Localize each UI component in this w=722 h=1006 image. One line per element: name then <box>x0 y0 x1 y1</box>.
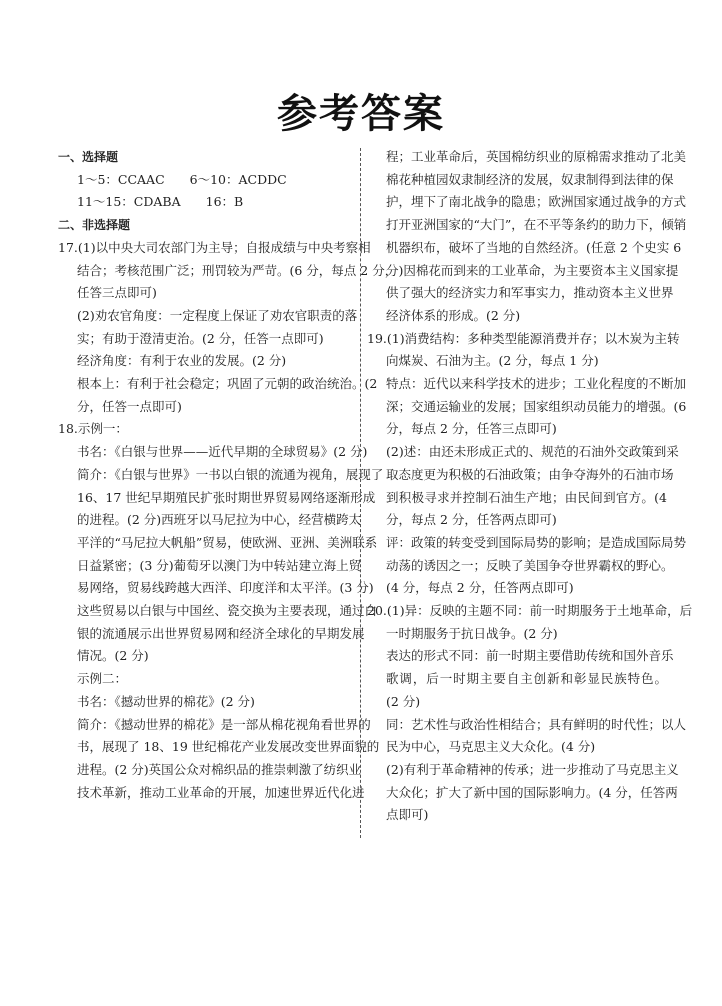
left-column <box>58 146 398 804</box>
text-line: 取态度更为积极的石油政策；由争夺海外的石油市场 <box>386 466 674 482</box>
text-line: (2)述：由还未形成正式的、规范的石油外交政策到采 <box>386 444 679 460</box>
text-line: 实；有助于澄清吏治。(2 分，任答一点即可) <box>77 330 324 346</box>
text-line: 示例二： <box>77 671 128 687</box>
text-line: 同：艺术性与政治性相结合；具有鲜明的时代性；以人 <box>386 716 687 732</box>
text-line: (2)劝农官角度：一定程度上保证了劝农官职责的落 <box>77 307 358 323</box>
text-line: 歌调，后一时期主要自主创新和彰显民族特色。 <box>386 671 667 687</box>
text-line: 机器织布，破坏了当地的自然经济。(任意 2 个史实 6 <box>386 239 682 255</box>
text-line: 任答三点即可) <box>77 285 157 301</box>
text-line: 16、17 世纪早期殖民扩张时期世界贸易网络逐渐形成 <box>77 489 376 505</box>
text-line: 特点：近代以来科学技术的进步；工业化程度的不断加 <box>386 376 687 392</box>
text-line: (2 分) <box>386 693 421 709</box>
text-line: 的进程。(2 分)西班牙以马尼拉为中心，经营横跨太 <box>77 512 362 528</box>
text-line: 20.(1)异：反映的主题不同：前一时期服务于土地革命，后 <box>367 603 693 619</box>
text-line: 19.(1)消费结构：多种类型能源消费并存；以木炭为主转 <box>367 330 680 346</box>
text-line: 程；工业革命后，英国棉纺织业的原棉需求推动了北美 <box>386 149 687 164</box>
text-line: 分，每点 2 分，任答三点即可) <box>386 421 557 437</box>
text-line: 这些贸易以白银与中国丝、瓷交换为主要表现，通过白 <box>77 603 378 619</box>
text-line: 经济体系的形成。(2 分) <box>386 307 521 323</box>
text-line: 分，每点 2 分，任答两点即可) <box>386 512 557 528</box>
page-title: 参考答案 <box>277 91 445 137</box>
text-line: 银的流通展示出世界贸易网和经济全球化的早期发展 <box>77 625 365 641</box>
text-line: 17.(1)以中央大司农部门为主导；自报成绩与中央考察相 <box>58 239 371 255</box>
text-line: (2)有利于革命精神的传承；进一步推动了马克思主义 <box>386 761 679 777</box>
text-line: 技术革新，推动工业革命的开展，加速世界近代化进 <box>77 784 365 800</box>
text-line: 简介：《白银与世界》一书以白银的流通为视角，展现了 <box>77 466 384 482</box>
text-line: 打开亚洲国家的“大门”，在不平等条约的助力下，倾销 <box>386 217 687 233</box>
text-line: 1～5：CCAAC 6～10：ACDDC <box>77 171 287 187</box>
text-line: 民为中心，马克思主义大众化。(4 分) <box>386 739 596 755</box>
text-line: 平洋的“马尼拉大帆船”贸易，使欧洲、亚洲、美洲联系 <box>77 534 378 550</box>
text-line: 二、非选择题 <box>58 218 131 233</box>
text-line: 向煤炭、石油为主。(2 分，每点 1 分) <box>386 353 599 369</box>
text-line: 书名：《白银与世界——近代早期的全球贸易》(2 分) <box>77 444 368 460</box>
text-line: 评：政策的转变受到国际局势的影响；是造成国际局势 <box>386 534 687 550</box>
text-line: 11～15：CDABA 16：B <box>77 194 244 210</box>
text-line: 结合；考核范围广泛；刑罚较为严苛。(6 分，每点 2 分， <box>77 262 398 278</box>
text-line: 分)因棉花而到来的工业革命，为主要资本主义国家提 <box>386 262 679 278</box>
text-line: 书，展现了 18、19 世纪棉花产业发展改变世界面貌的 <box>77 739 380 755</box>
text-line: 情况。(2 分) <box>77 648 149 664</box>
text-line: 大众化；扩大了新中国的国际影响力。(4 分，任答两 <box>386 784 678 800</box>
text-line: 到积极寻求并控制石油生产地；由民间到官方。(4 <box>386 489 667 505</box>
text-line: 18.示例一： <box>58 421 128 437</box>
text-line: 棉花种植园奴隶制经济的发展，奴隶制得到法律的保 <box>386 171 674 187</box>
text-line: 供了强大的经济实力和军事实力，推动资本主义世界 <box>386 285 674 301</box>
text-line: 易网络，贸易线跨越大西洋、印度洋和太平洋。(3 分) <box>77 580 374 596</box>
right-column <box>367 146 693 827</box>
text-line: 动荡的诱因之一；反映了美国争夺世界霸权的野心。 <box>386 557 674 573</box>
text-line: 表达的形式不同：前一时期主要借助传统和国外音乐 <box>386 648 674 664</box>
text-line: 书名：《撼动世界的棉花》(2 分) <box>77 693 255 709</box>
text-line: (4 分，每点 2 分，任答两点即可) <box>386 580 574 596</box>
text-line: 护，埋下了南北战争的隐患；欧洲国家通过战争的方式 <box>386 194 687 210</box>
text-line: 分，任答一点即可) <box>77 398 182 414</box>
text-line: 日益紧密；(3 分)葡萄牙以澳门为中转站建立海上贸 <box>77 557 362 573</box>
text-line: 进程。(2 分)英国公众对棉织品的推崇刺激了纺织业 <box>77 761 362 777</box>
column-divider <box>360 148 361 838</box>
text-line: 经济角度：有利于农业的发展。(2 分) <box>77 353 287 369</box>
text-line: 点即可) <box>386 807 429 823</box>
text-line: 一时期服务于抗日战争。(2 分) <box>386 625 558 641</box>
text-line: 根本上：有利于社会稳定；巩固了元朝的政治统治。(2 <box>77 376 378 392</box>
text-line: 深；交通运输业的发展；国家组织动员能力的增强。(6 <box>386 398 687 414</box>
text-line: 一、选择题 <box>58 150 119 164</box>
text-line: 简介：《撼动世界的棉花》是一部从棉花视角看世界的 <box>77 716 371 732</box>
